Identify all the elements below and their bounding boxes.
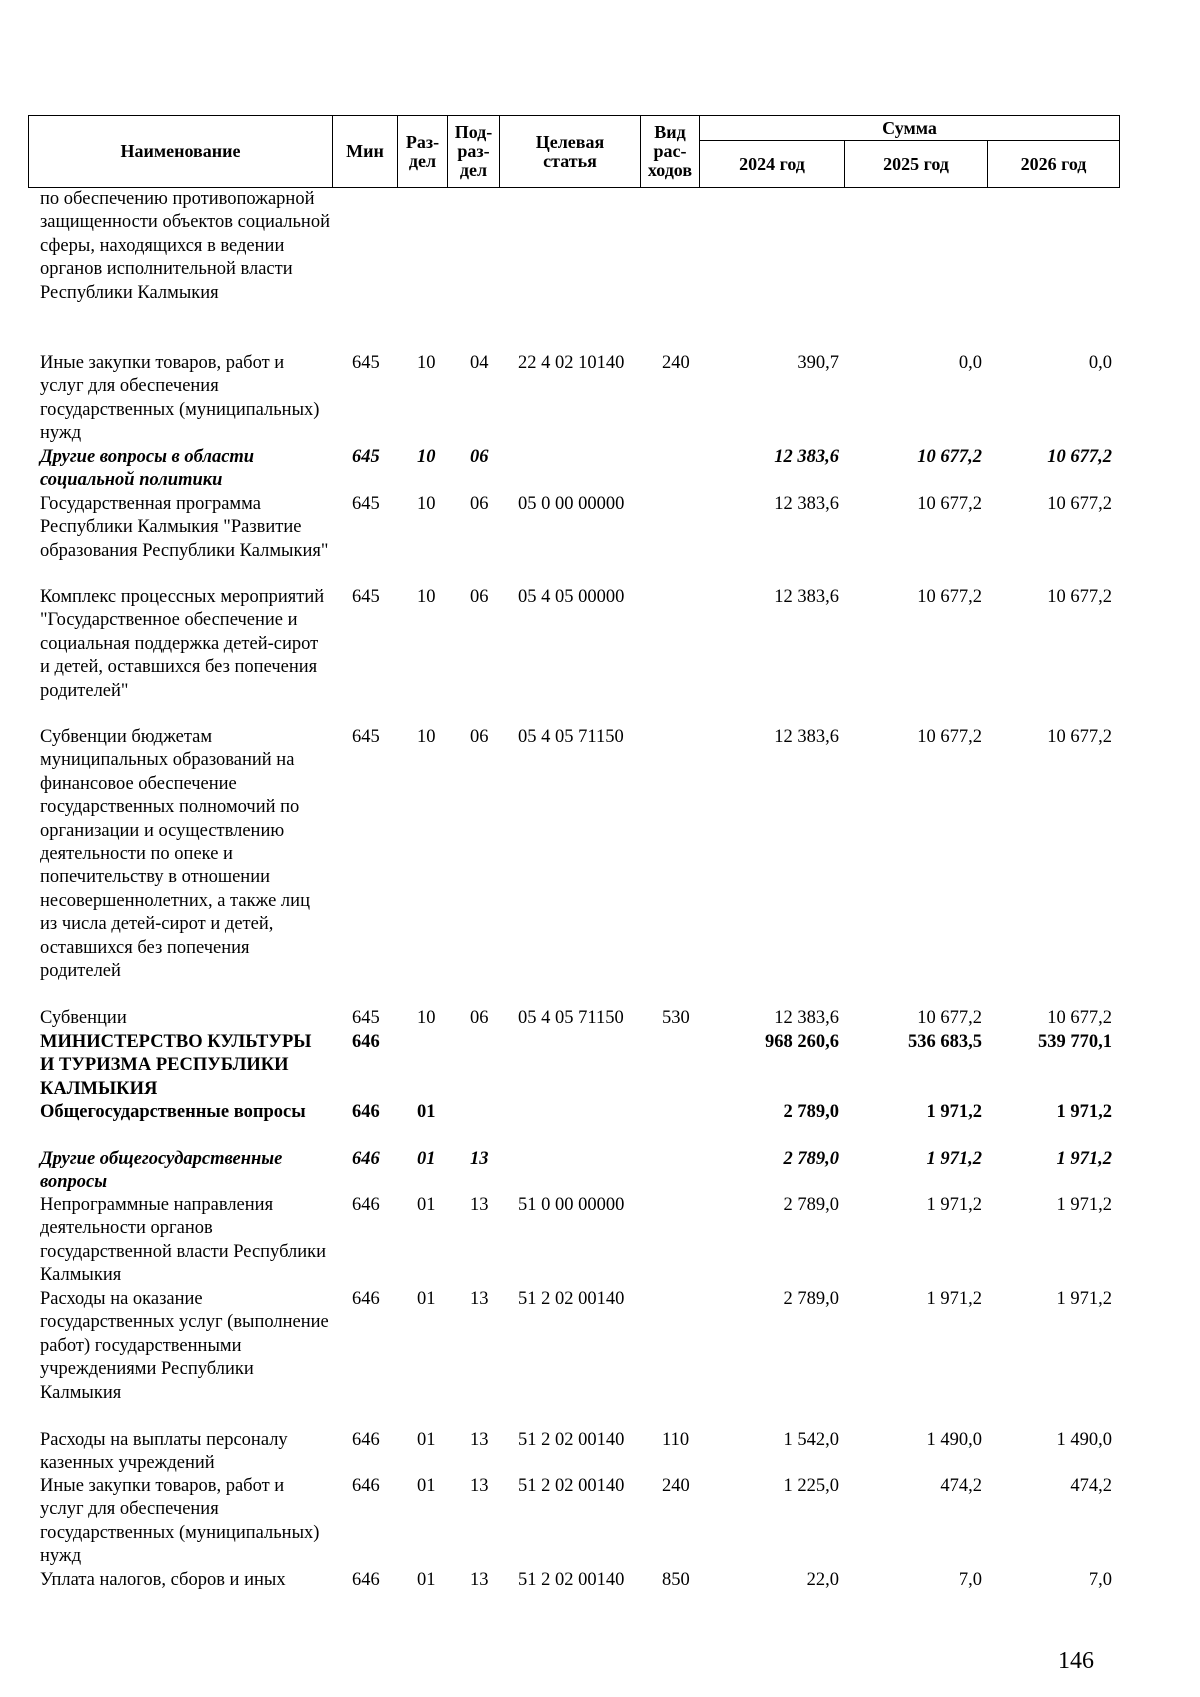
row-podrazdel: 13: [470, 1289, 489, 1309]
row-podrazdel: 06: [470, 1008, 489, 1028]
row-celevaya: 51 2 02 00140: [518, 1289, 625, 1309]
row-name: МИНИСТЕРСТВО КУЛЬТУРЫ И ТУРИЗМА РЕСПУБЛИКИ КАЛМЫКИЯ: [40, 1032, 312, 1099]
row-razdel: 01: [417, 1430, 436, 1450]
header-celevaya: Целевая статья: [500, 116, 641, 188]
row-2026: 10 677,2: [1047, 1008, 1112, 1028]
row-vid: 850: [662, 1570, 690, 1590]
row-2025: 1 971,2: [926, 1195, 982, 1215]
row-celevaya: 05 4 05 71150: [518, 1008, 624, 1028]
row-2026: 10 677,2: [1047, 587, 1112, 607]
row-min: 645: [352, 494, 380, 514]
header-podrazdel: Под- раз- дел: [448, 116, 500, 188]
row-2024: 12 383,6: [774, 494, 839, 514]
row-min: 646: [352, 1570, 380, 1590]
row-name: по обеспечению противопожарной защищенности объектов социальной сферы, находящихся в ведении органов исполнительной власти Республики Калмыкия: [40, 189, 330, 303]
row-name: Государственная программа Республики Калмыкия "Развитие образования Республики Калмыкия": [40, 494, 329, 561]
row-min: 645: [352, 353, 380, 373]
row-podrazdel: 06: [470, 447, 489, 467]
row-celevaya: 05 4 05 00000: [518, 587, 625, 607]
row-name: Субвенции бюджетам муниципальных образований на финансовое обеспечение государственных полномочий по организации и осуществлению деятельности по опеке и попечительству в отношении несовершеннолетних, а также лиц из числа детей-сирот и детей, оставшихся без попечения родителей: [40, 727, 310, 982]
row-name: Расходы на оказание государственных услуг (выполнение работ) государственными учреждениями Республики Калмыкия: [40, 1289, 329, 1403]
row-2025: 1 971,2: [926, 1289, 982, 1309]
row-razdel: 01: [417, 1102, 436, 1122]
row-2026: 539 770,1: [1038, 1032, 1112, 1052]
row-name: Другие вопросы в области социальной политики: [40, 447, 255, 491]
row-name: Общегосударственные вопросы: [40, 1102, 306, 1122]
row-2024: 2 789,0: [783, 1289, 839, 1309]
row-name: Непрограммные направления деятельности органов государственной власти Республики Калмыкия: [40, 1195, 327, 1286]
row-2025: 474,2: [940, 1476, 982, 1496]
row-2024: 390,7: [797, 353, 839, 373]
row-2026: 1 971,2: [1056, 1195, 1112, 1215]
row-min: 646: [352, 1149, 380, 1169]
row-min: 646: [352, 1430, 380, 1450]
row-2024: 12 383,6: [774, 447, 839, 467]
row-2025: 7,0: [958, 1570, 982, 1590]
row-vid: 110: [662, 1430, 690, 1450]
row-2024: 2 789,0: [783, 1195, 839, 1215]
row-2024: 12 383,6: [774, 587, 839, 607]
row-podrazdel: 13: [470, 1570, 489, 1590]
row-celevaya: 22 4 02 10140: [518, 353, 625, 373]
row-2026: 1 971,2: [1056, 1102, 1112, 1122]
header-2025: 2025 год: [845, 141, 988, 188]
row-2024: 2 789,0: [783, 1102, 839, 1122]
row-2025: 1 971,2: [926, 1149, 982, 1169]
row-name: Уплата налогов, сборов и иных: [40, 1570, 286, 1590]
row-2025: 10 677,2: [917, 727, 982, 747]
row-2024: 1 225,0: [783, 1476, 839, 1496]
header-vid: Вид рас- ходов: [641, 116, 700, 188]
row-2024: 968 260,6: [765, 1032, 839, 1052]
row-razdel: 10: [417, 353, 436, 373]
row-razdel: 01: [417, 1289, 436, 1309]
row-razdel: 01: [417, 1149, 436, 1169]
header-name: Наименование: [29, 116, 333, 188]
row-podrazdel: 06: [470, 727, 489, 747]
row-min: 646: [352, 1195, 380, 1215]
row-name: Комплекс процессных мероприятий "Государственное обеспечение и социальная поддержка детей-сирот и детей, оставшихся без попечения родителей": [40, 587, 325, 701]
row-celevaya: 05 0 00 00000: [518, 494, 625, 514]
row-razdel: 10: [417, 727, 436, 747]
row-razdel: 10: [417, 587, 436, 607]
row-name: Субвенции: [40, 1008, 127, 1028]
header-min: Мин: [333, 116, 398, 188]
row-min: 645: [352, 447, 380, 467]
row-2026: 474,2: [1070, 1476, 1112, 1496]
row-2025: 10 677,2: [917, 447, 982, 467]
row-podrazdel: 13: [470, 1430, 489, 1450]
row-podrazdel: 13: [470, 1195, 489, 1215]
row-2025: 1 971,2: [926, 1102, 982, 1122]
row-name: Расходы на выплаты персоналу казенных учреждений: [40, 1430, 288, 1474]
header-2026: 2026 год: [988, 141, 1120, 188]
page-number: 146: [1058, 1648, 1094, 1674]
row-celevaya: 51 2 02 00140: [518, 1430, 625, 1450]
row-name: Другие общегосударственные вопросы: [40, 1149, 283, 1193]
row-2025: 10 677,2: [917, 1008, 982, 1028]
row-vid: 530: [662, 1008, 690, 1028]
row-2025: 10 677,2: [917, 494, 982, 514]
row-razdel: 10: [417, 494, 436, 514]
row-podrazdel: 06: [470, 587, 489, 607]
row-podrazdel: 13: [470, 1476, 489, 1496]
row-podrazdel: 06: [470, 494, 489, 514]
row-min: 645: [352, 1008, 380, 1028]
row-2026: 0,0: [1088, 353, 1112, 373]
row-razdel: 01: [417, 1570, 436, 1590]
header-summa: Сумма: [700, 116, 1120, 141]
row-2025: 1 490,0: [926, 1430, 982, 1450]
row-2026: 10 677,2: [1047, 727, 1112, 747]
row-2026: 1 971,2: [1056, 1289, 1112, 1309]
row-min: 646: [352, 1032, 380, 1052]
row-razdel: 01: [417, 1195, 436, 1215]
row-vid: 240: [662, 1476, 690, 1496]
row-razdel: 01: [417, 1476, 436, 1496]
row-2025: 10 677,2: [917, 587, 982, 607]
row-min: 645: [352, 587, 380, 607]
row-2026: 10 677,2: [1047, 494, 1112, 514]
row-podrazdel: 04: [470, 353, 489, 373]
row-2026: 1 490,0: [1056, 1430, 1112, 1450]
row-2026: 7,0: [1088, 1570, 1112, 1590]
row-2026: 10 677,2: [1047, 447, 1112, 467]
header-razdel: Раз- дел: [398, 116, 448, 188]
row-name: Иные закупки товаров, работ и услуг для обеспечения государственных (муниципальных) нужд: [40, 353, 320, 444]
row-vid: 240: [662, 353, 690, 373]
row-2024: 22,0: [806, 1570, 839, 1590]
row-2024: 12 383,6: [774, 1008, 839, 1028]
row-2026: 1 971,2: [1056, 1149, 1112, 1169]
row-celevaya: 05 4 05 71150: [518, 727, 624, 747]
row-2024: 12 383,6: [774, 727, 839, 747]
row-celevaya: 51 2 02 00140: [518, 1570, 625, 1590]
row-razdel: 10: [417, 1008, 436, 1028]
header-2024: 2024 год: [700, 141, 845, 188]
row-celevaya: 51 0 00 00000: [518, 1195, 625, 1215]
row-2024: 2 789,0: [783, 1149, 839, 1169]
row-2024: 1 542,0: [783, 1430, 839, 1450]
row-min: 646: [352, 1289, 380, 1309]
row-2025: 536 683,5: [908, 1032, 982, 1052]
row-2025: 0,0: [958, 353, 982, 373]
row-min: 645: [352, 727, 380, 747]
row-podrazdel: 13: [470, 1149, 489, 1169]
row-min: 646: [352, 1102, 380, 1122]
row-razdel: 10: [417, 447, 436, 467]
row-name: Иные закупки товаров, работ и услуг для обеспечения государственных (муниципальных) нужд: [40, 1476, 320, 1567]
row-min: 646: [352, 1476, 380, 1496]
row-celevaya: 51 2 02 00140: [518, 1476, 625, 1496]
